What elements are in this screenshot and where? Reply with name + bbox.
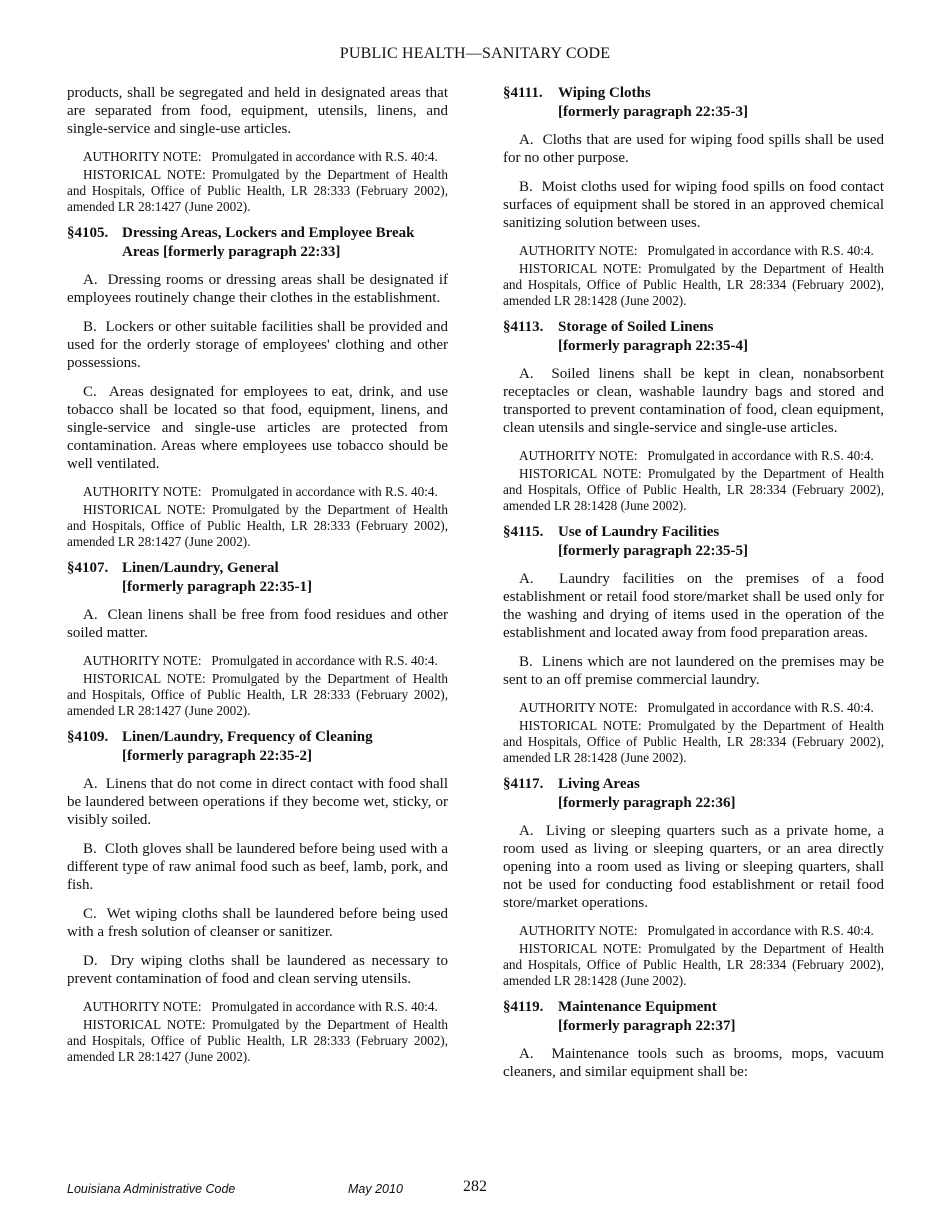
section-title-line: [formerly paragraph 22:37] <box>558 1017 736 1034</box>
paragraph-b: B. Lockers or other suitable facilities shall be provided and used for the orderly storage of employees' clothing and other possessions. <box>67 319 448 371</box>
paragraph-a: A. Dressing rooms or dressing areas shall be designated if employees routinely change their clothes in the establishment. <box>67 272 448 306</box>
historical-note: HISTORICAL NOTE: Promulgated by the Department of Health and Hospitals, Office of Public Health, LR 28:334 (February 2002), amended LR 28:1428 (June 2002). <box>503 718 884 765</box>
authority-note: AUTHORITY NOTE: Promulgated in accordance with R.S. 40:4. <box>83 149 438 164</box>
section-title-line: Storage of Soiled Linens <box>558 319 714 335</box>
section-title <box>558 523 884 560</box>
section-title <box>558 998 884 1035</box>
paragraph-a: A. Cloths that are used for wiping food spills shall be used for no other purpose. <box>503 132 884 166</box>
historical-note: HISTORICAL NOTE: Promulgated by the Department of Health and Hospitals, Office of Public Health, LR 28:334 (February 2002), amended LR 28:1428 (June 2002). <box>503 466 884 513</box>
section-title-line: Linen/Laundry, General <box>122 560 279 576</box>
historical-note: HISTORICAL NOTE: Promulgated by the Department of Health and Hospitals, Office of Public Health, LR 28:334 (February 2002), amended LR 28:1428 (June 2002). <box>503 941 884 988</box>
historical-note: HISTORICAL NOTE: Promulgated by the Department of Health and Hospitals, Office of Public Health, LR 28:333 (February 2002), amended LR 28:1427 (June 2002). <box>67 1017 448 1064</box>
section-heading-4117 <box>503 775 884 812</box>
section-number: §4111. <box>503 85 543 101</box>
authority-note: AUTHORITY NOTE: Promulgated in accordance with R.S. 40:4. <box>519 448 874 463</box>
section-heading-4105 <box>67 224 448 261</box>
section-title-line: Living Areas <box>558 776 640 792</box>
section-number: §4117. <box>503 776 544 792</box>
section-title <box>122 224 448 261</box>
paragraph-b: B. Cloth gloves shall be laundered before being used with a different type of raw animal food such as beef, lamb, pork, and fish. <box>67 841 448 893</box>
section-number: §4109. <box>67 729 109 745</box>
paragraph-a: A. Living or sleeping quarters such as a private home, a room used as living or sleeping quarters, or an area directly opening into a room used as living or sleeping quarters, shall not be used for conducting food establishment or retail food store/market operations. <box>503 823 884 911</box>
running-head: PUBLIC HEALTH—SANITARY CODE <box>339 45 611 62</box>
section-title-line: [formerly paragraph 22:35-3] <box>558 103 748 120</box>
section-number: §4115. <box>503 524 544 540</box>
paragraph-a: A. Soiled linens shall be kept in clean, nonabsorbent receptacles or clean, washable laundry bags and stored and transported to prevent contamination of food, clean equipment, clean utensils and single-service and single-use articles. <box>503 366 884 436</box>
section-title <box>558 318 884 355</box>
historical-note: HISTORICAL NOTE: Promulgated by the Department of Health and Hospitals, Office of Public Health, LR 28:333 (February 2002), amended LR 28:1427 (June 2002). <box>67 502 448 549</box>
paragraph-a: A. Clean linens shall be free from food residues and other soiled matter. <box>67 607 448 641</box>
section-heading-4109 <box>67 728 448 765</box>
authority-note: AUTHORITY NOTE: Promulgated in accordance with R.S. 40:4. <box>519 923 874 938</box>
paragraph-d: D. Dry wiping cloths shall be laundered as necessary to prevent contamination of food and clean serving utensils. <box>67 953 448 987</box>
section-heading-4119 <box>503 998 884 1035</box>
section-number: §4105. <box>67 225 109 241</box>
footer-publication: Louisiana Administrative Code <box>67 1182 236 1196</box>
section-title-line: [formerly paragraph 22:35-4] <box>558 337 748 354</box>
section-title <box>558 775 884 812</box>
section-title <box>122 728 448 765</box>
section-title <box>122 559 448 596</box>
paragraph-a: A. Laundry facilities on the premises of a food establishment or retail food store/market shall be used only for the washing and drying of items used in the operation of the establishment and located away from food preparation areas. <box>503 571 884 641</box>
section-title-line: Areas [formerly paragraph 22:33] <box>122 243 341 260</box>
footer-date: May 2010 <box>348 1182 403 1196</box>
authority-note: AUTHORITY NOTE: Promulgated in accordance with R.S. 40:4. <box>83 653 438 668</box>
paragraph-c: C. Wet wiping cloths shall be laundered before being used with a fresh solution of cleanser or sanitizer. <box>67 906 448 940</box>
section-title <box>558 84 884 121</box>
paragraph-a: A. Linens that do not come in direct contact with food shall be laundered between operations if they become wet, sticky, or visibly soiled. <box>67 776 448 828</box>
section-title-line: [formerly paragraph 22:35-2] <box>122 747 312 764</box>
section-title-line: [formerly paragraph 22:35-1] <box>122 578 312 595</box>
paragraph-b: B. Moist cloths used for wiping food spills on food contact surfaces of equipment shall be stored in an approved chemical sanitizing solution between uses. <box>503 179 884 231</box>
section-title-line: Use of Laundry Facilities <box>558 524 720 540</box>
authority-note: AUTHORITY NOTE: Promulgated in accordance with R.S. 40:4. <box>83 999 438 1014</box>
section-number: §4107. <box>67 560 109 576</box>
section-heading-4115 <box>503 523 884 560</box>
section-heading-4107 <box>67 559 448 596</box>
paragraph-a: A. Maintenance tools such as brooms, mops, vacuum cleaners, and similar equipment shall be: <box>503 1046 884 1080</box>
section-title-line: Linen/Laundry, Frequency of Cleaning <box>122 729 373 745</box>
historical-note: HISTORICAL NOTE: Promulgated by the Department of Health and Hospitals, Office of Public Health, LR 28:334 (February 2002), amended LR 28:1428 (June 2002). <box>503 261 884 308</box>
section-title-line: [formerly paragraph 22:35-5] <box>558 542 748 559</box>
authority-note: AUTHORITY NOTE: Promulgated in accordance with R.S. 40:4. <box>519 700 874 715</box>
paragraph-b: B. Linens which are not laundered on the premises may be sent to an off premise commercial laundry. <box>503 654 884 688</box>
section-title-line: Maintenance Equipment <box>558 999 717 1015</box>
page-number: 282 <box>463 1178 487 1195</box>
section-number: §4113. <box>503 319 544 335</box>
authority-note: AUTHORITY NOTE: Promulgated in accordance with R.S. 40:4. <box>519 243 874 258</box>
historical-note: HISTORICAL NOTE: Promulgated by the Department of Health and Hospitals, Office of Public Health, LR 28:333 (February 2002), amended LR 28:1427 (June 2002). <box>67 167 448 214</box>
left-column <box>67 84 448 1074</box>
section-number: §4119. <box>503 999 544 1015</box>
authority-note: AUTHORITY NOTE: Promulgated in accordance with R.S. 40:4. <box>83 484 438 499</box>
historical-note: HISTORICAL NOTE: Promulgated by the Department of Health and Hospitals, Office of Public Health, LR 28:333 (February 2002), amended LR 28:1427 (June 2002). <box>67 671 448 718</box>
section-heading-4113 <box>503 318 884 355</box>
continued-paragraph: products, shall be segregated and held in designated areas that are separated from food, equipment, utensils, linens, and single-service and single-use articles. <box>67 85 448 137</box>
section-title-line: [formerly paragraph 22:36] <box>558 794 736 811</box>
section-title-line: Dressing Areas, Lockers and Employee Break <box>122 225 415 241</box>
right-column <box>503 84 884 1092</box>
paragraph-c: C. Areas designated for employees to eat, drink, and use tobacco shall be located so that food, equipment, linens, and single-service and single-use articles are protected from contamination. Areas where employees use tobacco should be well ventilated. <box>67 384 448 472</box>
section-heading-4111 <box>503 84 884 121</box>
section-title-line: Wiping Cloths <box>558 85 651 101</box>
